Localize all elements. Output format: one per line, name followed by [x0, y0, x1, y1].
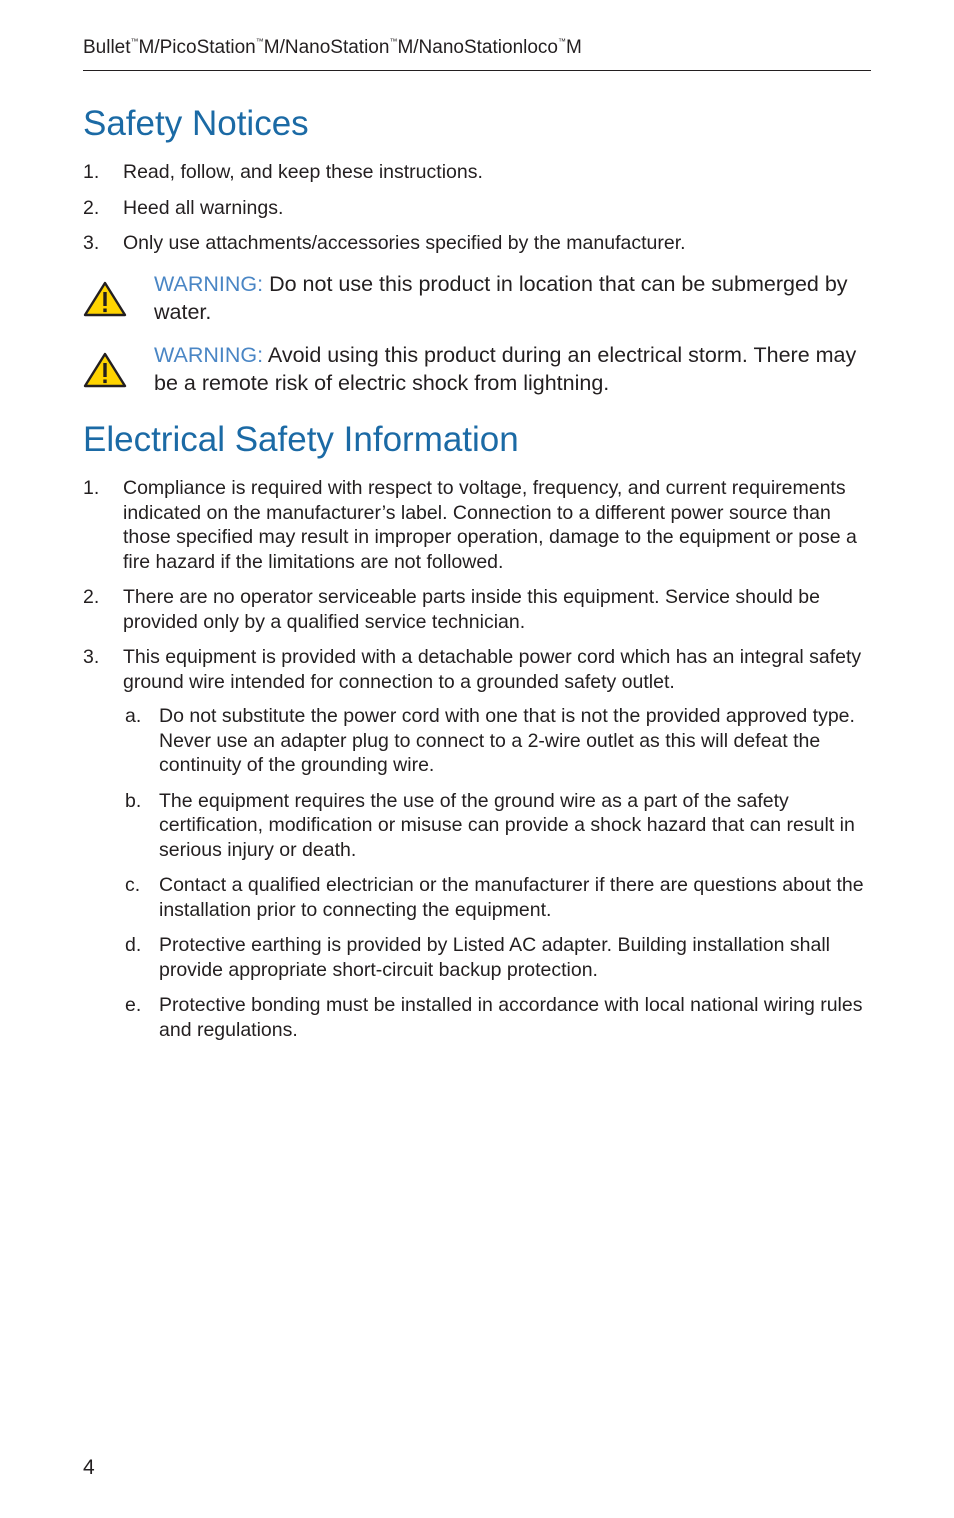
- item-number: 1.: [83, 477, 100, 499]
- item-letter: c.: [125, 874, 141, 896]
- item-letter: b.: [125, 789, 142, 812]
- item-text: Read, follow, and keep these instructions.: [123, 161, 483, 183]
- running-header: [83, 36, 871, 71]
- trademark-mark: ™: [255, 37, 264, 46]
- warning-message: Avoid using this product during an electrical storm. There may be a remote risk of electric shock from lightning.: [154, 343, 857, 395]
- warning-water: [83, 270, 871, 326]
- item-text: Protective bonding must be installed in accordance with local national wiring rules and regulations.: [159, 994, 863, 1041]
- sub-list-item: [123, 873, 871, 922]
- list-item: [83, 645, 871, 1042]
- item-letter: e.: [125, 994, 142, 1016]
- electrical-safety-list: [83, 476, 871, 1053]
- warning-text: [154, 270, 871, 326]
- list-item: [83, 160, 871, 185]
- trademark-mark: ™: [130, 37, 139, 46]
- item-text: There are no operator serviceable parts inside this equipment. Service should be provided only by a qualified service technician.: [123, 586, 820, 633]
- item-number: 1.: [83, 161, 100, 183]
- warning-triangle-icon: [83, 280, 127, 318]
- item-text: Do not substitute the power cord with one that is not the provided approved type. Never use an adapter plug to connect to a 2-wire outlet as this will defeat the continuity of the grounding wire.: [159, 705, 855, 776]
- sub-list-item: [123, 933, 871, 982]
- item-text: This equipment is provided with a detachable power cord which has an integral safety ground wire intended for connection to a grounded safety outlet.: [123, 646, 862, 693]
- warning-triangle-icon: [83, 351, 127, 389]
- sub-list-item: [123, 993, 871, 1042]
- list-item: [83, 585, 871, 634]
- warning-label: WARNING:: [154, 343, 264, 367]
- warning-text: [154, 341, 871, 397]
- item-number: 2.: [83, 586, 100, 608]
- page-number: 4: [83, 1456, 95, 1479]
- safety-notices-list: [83, 160, 871, 267]
- electrical-safety-heading: Electrical Safety Information: [83, 420, 519, 459]
- item-text: The equipment requires the use of the ground wire as a part of the safety certification, modification or misuse can provide a shock hazard that can result in serious injury or death.: [159, 789, 855, 861]
- trademark-mark: ™: [389, 37, 398, 46]
- item-letter: a.: [125, 705, 142, 727]
- item-text: Heed all warnings.: [123, 196, 284, 219]
- trademark-mark: ™: [558, 37, 566, 46]
- item-text: Compliance is required with respect to voltage, frequency, and current requirements indicated on the manufacturer’s label. Connection to a different power source than those specified may result in improper operation, damage to the equipment or pose a fire hazard if the limitations are not followed.: [123, 477, 857, 573]
- warning-storm: [83, 341, 871, 397]
- warning-label: WARNING:: [154, 272, 264, 296]
- sub-list: [123, 704, 871, 1042]
- header-part: M/PicoStation: [138, 37, 256, 58]
- list-item: [83, 231, 871, 256]
- warning-message: Do not use this product in location that can be submerged by water.: [154, 272, 848, 324]
- item-number: 3.: [83, 646, 100, 668]
- header-part: Bullet: [83, 37, 131, 58]
- item-letter: d.: [125, 934, 142, 956]
- sub-list-item: [123, 789, 871, 863]
- item-text: Only use attachments/accessories specified by the manufacturer.: [123, 232, 686, 254]
- sub-list-item: [123, 704, 871, 778]
- list-item: [83, 476, 871, 574]
- item-number: 3.: [83, 232, 100, 254]
- item-text: Protective earthing is provided by Listed AC adapter. Building installation shall provide appropriate short-circuit backup protection.: [159, 934, 830, 981]
- list-item: [83, 196, 871, 221]
- item-text: Contact a qualified electrician or the manufacturer if there are questions about the installation prior to connecting the equipment.: [159, 874, 864, 921]
- header-part: M: [566, 37, 582, 58]
- header-part: M/NanoStationloco: [397, 37, 558, 58]
- safety-notices-heading: Safety Notices: [83, 104, 309, 143]
- header-part: M/NanoStation: [263, 37, 390, 58]
- item-number: 2.: [83, 196, 100, 219]
